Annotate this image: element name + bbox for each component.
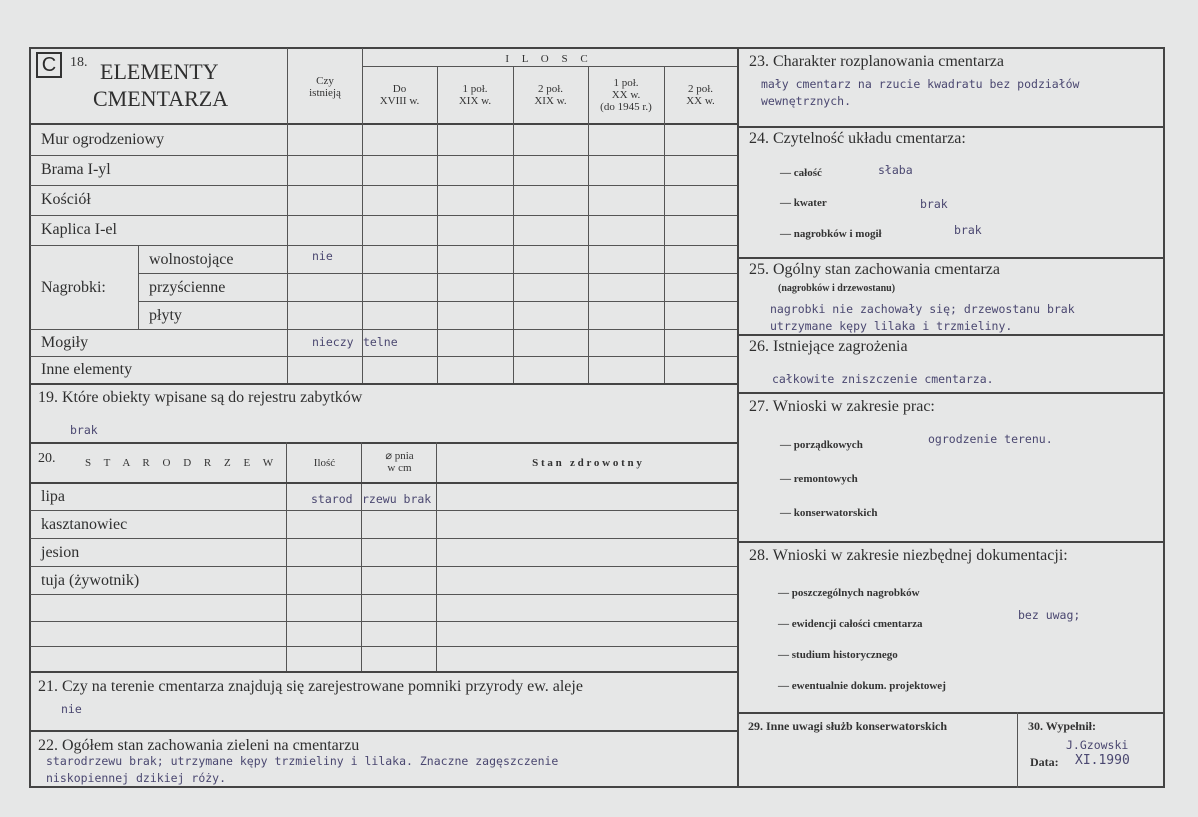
col-pnia-l2: w cm xyxy=(387,462,412,474)
section-23-value-2: wewnętrznych. xyxy=(761,94,852,108)
col-2xix-l2: XIX w. xyxy=(534,95,567,107)
value-mogily-b: telne xyxy=(363,335,398,349)
section-29-label: 29. Inne uwagi służb konserwatorskich xyxy=(748,719,948,733)
col-2xx-l1: 2 poł. xyxy=(687,83,714,95)
section-27-value: ogrodzenie terenu. xyxy=(928,432,1053,446)
col-1xx-l3: (do 1945 r.) xyxy=(600,101,652,113)
section-30-name: J.Gzowski xyxy=(1066,738,1129,752)
section-23-label: 23. Charakter rozplanowania cmentarza xyxy=(749,53,1004,70)
row-inne: Inne elementy xyxy=(41,361,133,378)
section-25-sub: (nagrobków i drzewostanu) xyxy=(778,283,896,294)
value-wolnostojace: nie xyxy=(312,249,333,263)
section-30-label: 30. Wypełnił: xyxy=(1028,719,1097,733)
section-24-item-3: — nagrobków i mogił xyxy=(780,228,882,240)
section-24-label: 24. Czytelność układu cmentarza: xyxy=(749,130,966,147)
tree-jesion: jesion xyxy=(41,544,80,561)
section-27-item-3: — konserwatorskich xyxy=(780,507,878,519)
row-nagrobki: Nagrobki: xyxy=(41,279,106,296)
section-24-value-3: brak xyxy=(954,223,982,237)
section-19-value: brak xyxy=(70,423,98,437)
section-28-item-3: — studium historycznego xyxy=(778,649,898,661)
section-24-item-2: — kwater xyxy=(780,197,827,209)
section-22-value-1: starodrzewu brak; utrzymane kępy trzmieliny i lilaka. Znaczne zagęszczenie xyxy=(46,754,559,768)
form-frame xyxy=(29,47,1165,788)
col-1xx-l2: XX w. xyxy=(611,89,641,101)
row-mogily: Mogiły xyxy=(41,334,89,351)
section-24-value-2: brak xyxy=(920,197,948,211)
section-20-number: 20. xyxy=(38,451,56,466)
col-1xx-l1: 1 poł. xyxy=(613,77,639,89)
row-mur: Mur ogrodzeniowy xyxy=(41,131,165,148)
section-28-value: bez uwag; xyxy=(1018,608,1081,622)
tree-tuja: tuja (żywotnik) xyxy=(41,572,140,589)
col-2xx-l2: XX w. xyxy=(686,95,715,107)
column-divider xyxy=(737,48,739,788)
row-kaplica: Kaplica I-el xyxy=(41,221,117,238)
col-stan: S t a n z d r o w o t n y xyxy=(532,457,642,469)
value-mogily-a: nieczy xyxy=(312,335,354,349)
section-25-label: 25. Ogólny stan zachowania cmentarza xyxy=(749,261,1001,278)
section-18-title-line1: ELEMENTY xyxy=(100,59,219,84)
tree-kasztanowiec: kasztanowiec xyxy=(41,516,128,533)
row-brama: Brama I-yl xyxy=(41,161,111,178)
section-28-item-4: — ewentualnie dokum. projektowej xyxy=(778,680,946,692)
section-21-value: nie xyxy=(61,702,82,716)
section-18-title-line2: CMENTARZA xyxy=(93,86,229,111)
section-30-date-label: Data: xyxy=(1030,755,1059,769)
col-2xix-l1: 2 poł. xyxy=(537,83,564,95)
section-28-item-2: — ewidencji całości cmentarza xyxy=(778,618,923,630)
row-wolnostojace: wolnostojące xyxy=(149,251,234,268)
section-20-value-b: rzewu brak xyxy=(362,492,432,506)
col-pnia-l1: ⌀ pnia xyxy=(385,450,414,462)
section-28-label: 28. Wnioski w zakresie niezbędnej dokumentacji: xyxy=(749,547,1068,564)
section-20-value-a: starod xyxy=(311,492,353,506)
card-type-box: C xyxy=(36,52,62,78)
tree-lipa: lipa xyxy=(41,488,65,505)
section-27-item-1: — porządkowych xyxy=(780,439,863,451)
section-22-label: 22. Ogółem stan zachowania zieleni na cmentarzu xyxy=(38,737,360,754)
row-kosciol: Kościół xyxy=(41,191,91,208)
col-xviii-l2: XVIII w. xyxy=(379,95,420,107)
ilosc-header: I L O S C xyxy=(505,53,593,65)
section-25-value-2: utrzymane kępy lilaka i trzmieliny. xyxy=(770,319,1013,333)
row-przyscienne: przyścienne xyxy=(149,279,226,296)
section-26-value: całkowite zniszczenie cmentarza. xyxy=(772,372,994,386)
section-21-label: 21. Czy na terenie cmentarza znajdują się zarejestrowane pomniki przyrody ew. aleje xyxy=(38,678,583,695)
section-24-item-1: — całość xyxy=(780,167,822,179)
col-1xix-l2: XIX w. xyxy=(458,95,492,107)
section-27-item-2: — remontowych xyxy=(780,473,858,485)
col-xviii-l1: Do xyxy=(392,83,407,95)
section-22-value-2: niskopiennej dzikiej róży. xyxy=(46,771,227,785)
section-20-title: S T A R O D R Z E W xyxy=(85,457,279,469)
col-exists-line1: Czy xyxy=(316,75,334,87)
section-24-value-1: słaba xyxy=(878,163,913,177)
col-1xix-l1: 1 poł. xyxy=(462,83,488,95)
row-plyty: płyty xyxy=(149,307,182,324)
section-25-value-1: nagrobki nie zachowały się; drzewostanu brak xyxy=(770,302,1075,316)
section-27-label: 27. Wnioski w zakresie prac: xyxy=(749,398,935,415)
section-28-item-1: — poszczególnych nagrobków xyxy=(778,587,920,599)
section-30-date: XI.1990 xyxy=(1075,753,1130,768)
section-18-number: 18. xyxy=(70,55,88,70)
section-23-value-1: mały cmentarz na rzucie kwadratu bez podziałów xyxy=(761,77,1080,91)
section-19-label: 19. Które obiekty wpisane są do rejestru zabytków xyxy=(38,389,363,406)
col-ilosc: Ilość xyxy=(313,457,336,469)
col-exists-line2: istnieją xyxy=(309,87,341,99)
section-26-label: 26. Istniejące zagrożenia xyxy=(749,338,908,355)
